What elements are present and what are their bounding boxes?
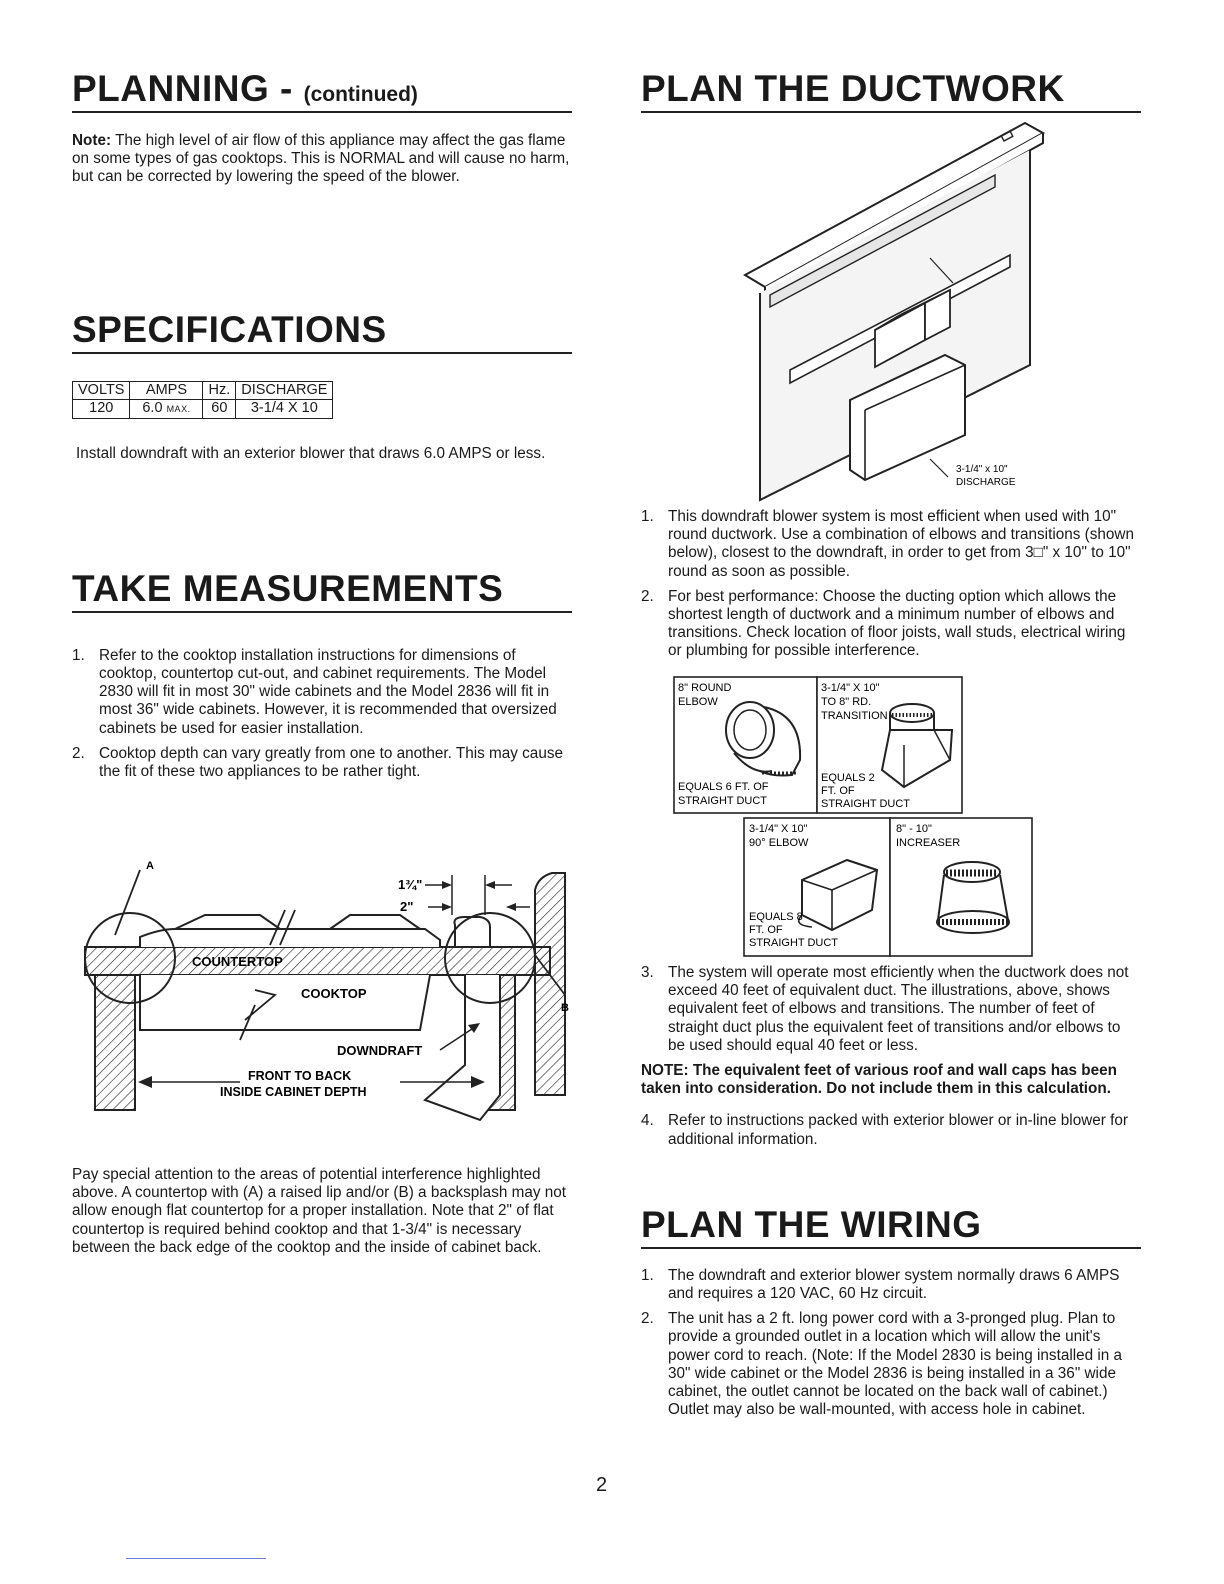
wiring-section [641, 1206, 1141, 1426]
spec-amps-value: 6.0 [142, 399, 163, 416]
cooktop-burners [175, 915, 420, 929]
elbow90-eq-1: EQUALS 8 [749, 911, 803, 923]
trans-label-1: 3-1/4" X 10" [821, 682, 880, 694]
downdraft-unit-figure [740, 115, 1060, 505]
item-number: 1. [641, 1266, 654, 1284]
planning-heading [72, 70, 572, 113]
planning-note [72, 132, 572, 187]
spec-amps-max: MAX. [166, 403, 191, 414]
planning-section [72, 70, 572, 186]
trans-label-2: TO 8" RD. [821, 696, 872, 708]
footer-line [126, 1558, 266, 1559]
spec-amps [130, 399, 203, 418]
elbow90-eq-2: FT. OF [749, 924, 783, 936]
downdraft-body [425, 975, 500, 1120]
interference-text: Pay special attention to the areas of potential interference highlighted above. A countertop with (A) a raised lip and/or (B) a backsplash may not allow enough flat countertop for a proper installation. Note that 2" of flat countertop is required behind cooktop and that 1-3/4" is necessary between the back edge of the cooktop and the inside of cabinet back. [72, 1166, 567, 1256]
label-inside-depth: INSIDE CABINET DEPTH [220, 1085, 367, 1099]
front-cabinet-wall [95, 975, 135, 1110]
item-text: The downdraft and exterior blower system normally draws 6 AMPS and requires a 120 VAC, 60 Hz circuit. [668, 1266, 1120, 1303]
ductwork-heading: PLAN THE DUCTWORK [641, 70, 1141, 113]
item-number: 3. [641, 964, 654, 981]
list-item [641, 508, 1141, 581]
list-item [641, 1112, 1141, 1148]
note-text: The high level of air flow of this appliance may affect the gas flame on some types of gas cooktops. This is NORMAL and will cause no harm, but can be corrected by lowering the speed of the blower. [72, 131, 570, 186]
label-b: B [561, 1002, 569, 1014]
trans-eq-3: STRAIGHT DUCT [821, 798, 911, 810]
list-item [641, 1267, 1141, 1303]
cooktop-top [140, 929, 440, 947]
spec-discharge: 3-1/4 X 10 [236, 399, 333, 418]
discharge-label-1: 3-1/4" x 10" [956, 464, 1008, 475]
item-number: 1. [72, 646, 85, 664]
measurements-heading: TAKE MEASUREMENTS [72, 570, 572, 613]
elbow8-label-1: 8" ROUND [678, 682, 732, 694]
spec-hz: 60 [203, 399, 236, 418]
label-cooktop: COOKTOP [301, 986, 367, 1001]
downdraft-top [454, 917, 490, 947]
wiring-list [641, 1267, 1141, 1420]
ductwork-steps-2 [641, 964, 1141, 1156]
list-item [641, 588, 1141, 661]
discharge-label-2: DISCHARGE [956, 477, 1016, 488]
measurements-list [72, 647, 572, 781]
label-a: A [146, 860, 154, 872]
planning-title: PLANNING - [72, 68, 304, 109]
spec-header-row [73, 381, 333, 399]
item-number: 2. [641, 1310, 654, 1328]
caps-note: NOTE: The equivalent feet of various roof and wall caps has been taken into consideration. Do not include them in this calculation. [641, 1062, 1118, 1098]
item-text: The system will operate most efficiently when the ductwork does not exceed 40 feet of equivalent duct. The illustrations, above, shows equivalent feet of elbows and transitions. The number of feet of straight duct plus the equivalent feet of transitions and/or elbows to be used should equal 40 feet or less. [668, 964, 1129, 1054]
elbow90-eq-3: STRAIGHT DUCT [749, 937, 839, 949]
cooktop-body [140, 975, 430, 1030]
dim-label-1: 1¾" [398, 877, 423, 892]
specifications-table [72, 381, 333, 419]
item-number: 2. [72, 744, 85, 762]
discharge-label-figure [928, 455, 1058, 495]
list-item [72, 647, 572, 738]
item-number: 1. [641, 508, 654, 525]
list-item [641, 1310, 1141, 1419]
item-text: For best performance: Choose the ducting option which allows the shortest length of ductwork and a minimum number of elbows and transitions. Check location of floor joists, wall studs, electrical wiring or plumbing for possible interference. [668, 587, 1126, 660]
countertop-slab [85, 947, 550, 975]
spec-value-row [73, 399, 333, 418]
ductwork-list [641, 508, 1141, 661]
measurements-section [72, 570, 572, 788]
elbow8-label-2: ELBOW [678, 696, 718, 708]
label-front-to-back: FRONT TO BACK [248, 1069, 352, 1083]
wiring-heading: PLAN THE WIRING [641, 1206, 1141, 1249]
spec-volts: 120 [73, 399, 130, 418]
trans-eq-1: EQUALS 2 [821, 772, 875, 784]
item-number: 2. [641, 587, 654, 605]
item-text: Refer to the cooktop installation instructions for dimensions of cooktop, countertop cut-out, and cabinet requirements. The Model 2830 will fit in most 30" wide cabinets and the Model 2836 will fit in most 36" wide cabinets. However, it is recommended that oversized cabinets be used for easier installation. [99, 646, 557, 737]
planning-title-continued: (continued) [303, 83, 418, 106]
inc-label-2: INCREASER [896, 837, 961, 849]
list-item [641, 964, 1141, 1055]
backsplash [535, 873, 565, 1095]
spec-header-volts: VOLTS [73, 381, 130, 399]
spec-header-hz: Hz. [203, 381, 236, 399]
elbow90-label-2: 90° ELBOW [749, 837, 809, 849]
fittings-chart [672, 675, 1072, 960]
item-text: The unit has a 2 ft. long power cord with a 3-pronged plug. Plan to provide a grounded outlet in a location which will allow the unit's power cord to reach. (Note: If the Model 2830 is being installed in a 30" wide cabinet or the Model 2836 is being installed in a 36" wide cabinet, the outlet cannot be located on the back wall of cabinet.) Outlet may also be wall-mounted, with access hole in cabinet. [668, 1310, 1123, 1419]
discharge-leader [930, 459, 948, 477]
inc-label-1: 8" - 10" [896, 823, 932, 835]
specifications-section [72, 311, 572, 463]
item-number: 4. [641, 1112, 654, 1130]
elbow90-label-1: 3-1/4" X 10" [749, 823, 808, 835]
spec-header-discharge: DISCHARGE [236, 381, 333, 399]
leader-a [115, 870, 140, 935]
elbow8-eq-1: EQUALS 6 FT. OF [678, 781, 769, 793]
elbow8-eq-2: STRAIGHT DUCT [678, 795, 768, 807]
ductwork-steps [641, 508, 1141, 668]
specifications-heading: SPECIFICATIONS [72, 311, 572, 354]
install-text: Install downdraft with an exterior blower that draws 6.0 AMPS or less. [76, 444, 546, 462]
item-text: Cooktop depth can vary greatly from one to another. This may cause the fit of these two appliances to be rather tight. [99, 744, 563, 781]
item-text: This downdraft blower system is most efficient when used with 10" round ductwork. Use a combination of elbows and transitions (shown below), closest to the downdraft, in order to get from 3□" x 10" to 10" round as soon as possible. [668, 508, 1134, 580]
ductwork-section [641, 70, 1141, 113]
trans-eq-2: FT. OF [821, 785, 855, 797]
label-countertop: COUNTERTOP [192, 954, 283, 969]
trans-label-3: TRANSITION [821, 710, 888, 722]
page-number: 2 [596, 1474, 608, 1496]
note-label: Note: [72, 131, 112, 149]
cabinet-cross-section-figure [80, 855, 580, 1135]
spec-header-amps: AMPS [130, 381, 203, 399]
item-text: Refer to instructions packed with exterior blower or in-line blower for additional information. [668, 1112, 1128, 1148]
ductwork-list-3 [641, 1112, 1141, 1148]
label-downdraft: DOWNDRAFT [337, 1043, 423, 1058]
dim-label-2: 2" [400, 899, 414, 914]
measurements-after [72, 1166, 572, 1257]
ductwork-list-2 [641, 964, 1141, 1055]
list-item [72, 745, 572, 781]
